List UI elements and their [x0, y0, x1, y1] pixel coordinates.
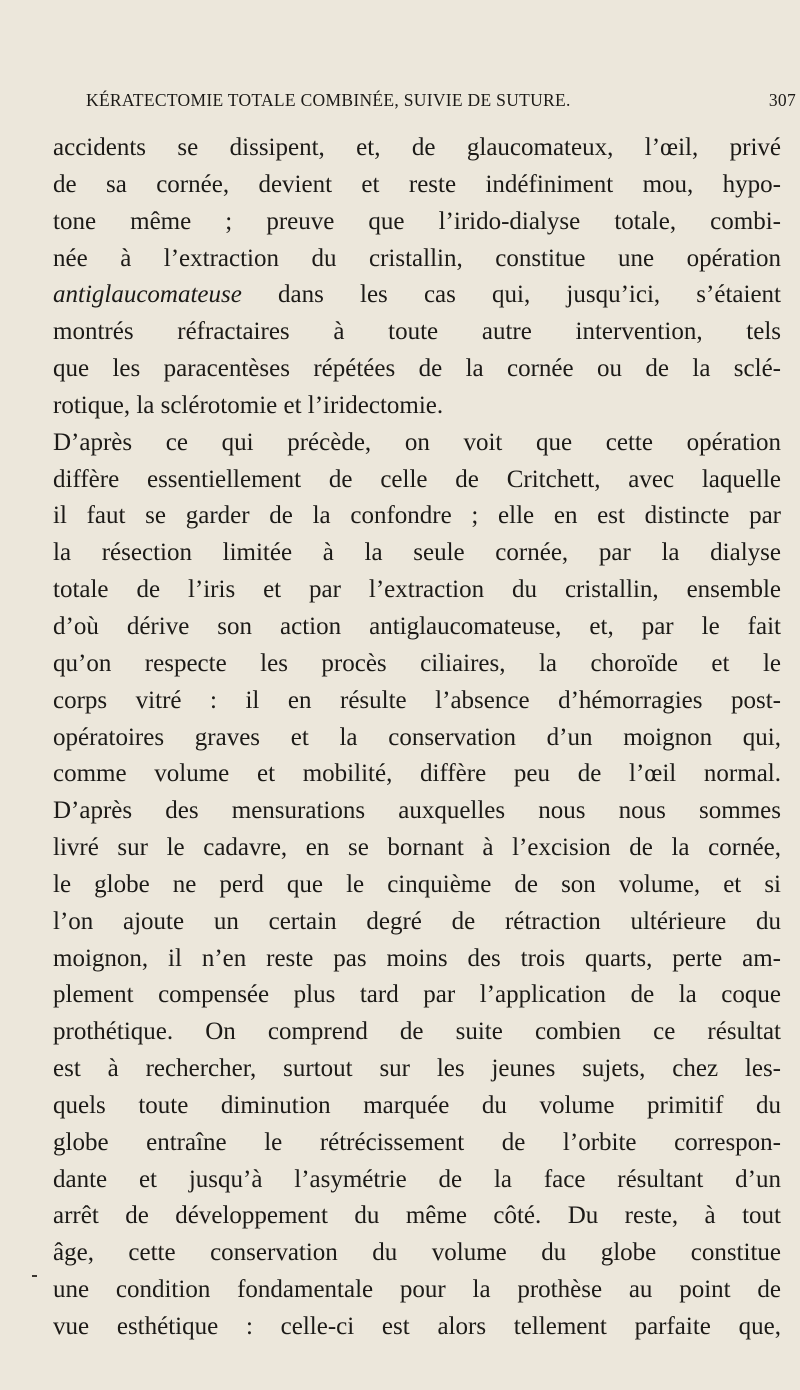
- text-line: D’après des mensurations auxquelles nous nous sommes: [53, 797, 781, 825]
- text-line: âge, cette conservation du volume du globe constitue: [53, 1239, 781, 1267]
- text-line: quels toute diminution marquée du volume primitif du: [53, 1091, 781, 1119]
- text-line: qu’on respecte les procès ciliaires, la choroïde et le: [53, 649, 781, 677]
- text-line: comme volume et mobilité, diffère peu de l’œil normal.: [53, 760, 781, 788]
- text-line: le globe ne perd que le cinquième de son volume, et si: [53, 870, 781, 898]
- text-line: montrés réfractaires à toute autre intervention, tels: [53, 318, 781, 346]
- text-line: diffère essentiellement de celle de Critchett, avec laquelle: [53, 465, 781, 493]
- margin-mark: [32, 1275, 37, 1277]
- text-line: [53, 277, 781, 314]
- text-line: arrêt de développement du même côté. Du reste, à tout: [53, 1202, 781, 1230]
- text-line: totale de l’iris et par l’extraction du cristallin, ensemble: [53, 576, 781, 604]
- text-line: une condition fondamentale pour la prothèse au point de: [53, 1276, 781, 1304]
- text-line: que les paracentèses répétées de la cornée ou de la sclé-: [53, 355, 781, 383]
- text-line: opératoires graves et la conservation d’un moignon qui,: [53, 723, 781, 751]
- text-line: d’où dérive son action antiglaucomateuse, et, par le fait: [53, 612, 781, 640]
- text-line: la résection limitée à la seule cornée, par la dialyse: [53, 539, 781, 567]
- text-line: accidents se dissipent, et, de glaucomateux, l’œil, privé: [53, 134, 781, 161]
- text-line: est à rechercher, surtout sur les jeunes sujets, chez les-: [53, 1055, 781, 1083]
- paragraph-end-line: rotique, la sclérotomie et l’iridectomie.: [53, 391, 444, 419]
- body-text: [53, 130, 781, 1346]
- text-line: dante et jusqu’à l’asymétrie de la face résultant d’un: [53, 1165, 781, 1193]
- italic-term: antiglaucomateuse: [53, 281, 242, 309]
- page-number: 307: [768, 90, 796, 110]
- text-line: il faut se garder de la confondre ; elle en est distincte par: [53, 502, 781, 530]
- text-line: globe entraîne le rétrécissement de l’orbite correspon-: [53, 1128, 781, 1156]
- text-line: livré sur le cadavre, en se bornant à l’excision de la cornée,: [53, 834, 781, 862]
- text-line: tone même ; preuve que l’irido-dialyse totale, combi-: [53, 207, 781, 235]
- running-title: KÉRATECTOMIE TOTALE COMBINÉE, SUIVIE DE SUTURE.: [86, 90, 571, 110]
- text-line: corps vitré : il en résulte l’absence d’hémorragies post-: [53, 686, 781, 714]
- text-segment: dans les cas qui, jusqu’ici, s’étaient: [241, 281, 781, 309]
- running-head: [86, 90, 796, 120]
- text-line: moignon, il n’en reste pas moins des trois quarts, perte am-: [53, 944, 781, 972]
- text-line: l’on ajoute un certain degré de rétraction ultérieure du: [53, 907, 781, 935]
- text-line: prothétique. On comprend de suite combien ce résultat: [53, 1018, 781, 1046]
- text-line: plement compensée plus tard par l’application de la coque: [53, 981, 781, 1009]
- text-line: née à l’extraction du cristallin, constitue une opération: [53, 244, 781, 272]
- text-line: de sa cornée, devient et reste indéfiniment mou, hypo-: [53, 170, 781, 198]
- text-line: vue esthétique : celle-ci est alors tellement parfaite que,: [53, 1313, 781, 1340]
- text-line: D’après ce qui précède, on voit que cette opération: [53, 428, 781, 456]
